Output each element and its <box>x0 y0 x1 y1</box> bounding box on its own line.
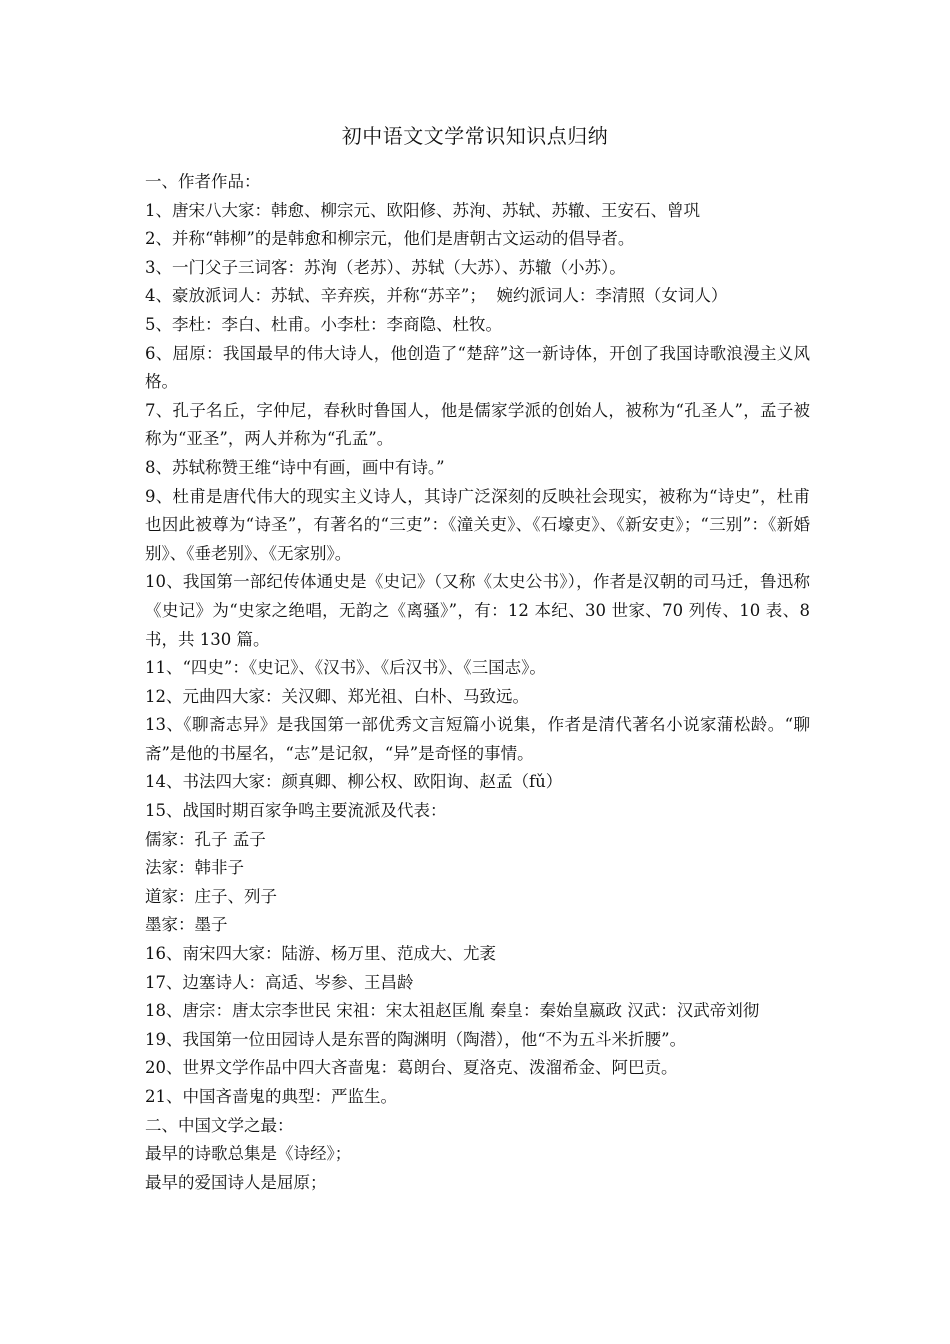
list-item: 3、一门父子三词客：苏洵（老苏）、苏轼（大苏）、苏辙（小苏）。 <box>145 257 626 277</box>
list-item: 19、我国第一位田园诗人是东晋的陶渊明（陶潜），他“不为五斗米折腰”。 <box>145 1029 687 1049</box>
list-item: 5、李杜：李白、杜甫。小李杜：李商隐、杜牧。 <box>145 314 502 334</box>
list-item: 15、战国时期百家争鸣主要流派及代表： <box>145 801 447 821</box>
list-item: 10、我国第一部纪传体通史是《史记》（又称《太史公书》），作者是汉朝的司马迁，鲁迅称《史记》为“史家之绝唱，无韵之《离骚》”，有：12 本纪、30 世家、70 列传、10 表、8 书，共 130 篇。 <box>145 572 810 649</box>
list-item: 16、南宋四大家：陆游、杨万里、范成大、尤袤 <box>145 944 496 964</box>
list-item: 11、“四史”：《史记》、《汉书》、《后汉书》、《三国志》。 <box>145 658 546 678</box>
list-item: 最早的爱国诗人是屈原； <box>145 1172 327 1192</box>
list-item: 14、书法四大家：颜真卿、柳公权、欧阳询、赵孟（fǔ） <box>145 772 563 792</box>
list-item: 21、中国吝啬鬼的典型：严监生。 <box>145 1087 397 1106</box>
list-item: 4、豪放派词人：苏轼、辛弃疾，并称“苏辛”； 婉约派词人：李清照（女词人） <box>145 286 728 306</box>
list-item: 6、屈原：我国最早的伟大诗人，他创造了“楚辞”这一新诗体，开创了我国诗歌浪漫主义风格。 <box>145 343 810 392</box>
list-item: 2、并称“韩柳”的是韩愈和柳宗元，他们是唐朝古文运动的倡导者。 <box>145 229 635 249</box>
school-item: 儒家：孔子 孟子 <box>145 829 266 849</box>
list-item: 8、苏轼称赞王维“诗中有画，画中有诗。” <box>145 457 445 477</box>
list-item: 13、《聊斋志异》是我国第一部优秀文言短篇小说集，作者是清代著名小说家蒲松龄。“聊斋”是他的书屋名，“志”是记叙，“异”是奇怪的事情。 <box>145 715 810 763</box>
list-item: 9、杜甫是唐代伟大的现实主义诗人，其诗广泛深刻的反映社会现实，被称为“诗史”，杜甫也因此被尊为“诗圣”，有著名的“三吏”：《潼关吏》、《石壕吏》、《新安吏》；“三别”：《新婚别》、《垂老别》、《无家别》。 <box>145 486 810 563</box>
school-item: 道家：庄子、列子 <box>145 886 277 906</box>
list-item: 12、元曲四大家：关汉卿、郑光祖、白朴、马致远。 <box>145 686 529 706</box>
school-item: 法家：韩非子 <box>145 858 244 878</box>
section-heading-records: 二、中国文学之最： <box>145 1115 294 1135</box>
section-heading-authors: 一、作者作品： <box>145 172 261 191</box>
list-item: 7、孔子名丘，字仲尼，春秋时鲁国人，他是儒家学派的创始人，被称为“孔圣人”，孟子被称为“亚圣”，两人并称为“孔孟”。 <box>145 400 810 449</box>
list-item: 17、边塞诗人：高适、岑参、王昌龄 <box>145 972 414 992</box>
document-body <box>145 168 810 1197</box>
school-item: 墨家：墨子 <box>145 915 228 935</box>
list-item: 1、唐宋八大家：韩愈、柳宗元、欧阳修、苏洵、苏轼、苏辙、王安石、曾巩 <box>145 200 700 220</box>
page-title: 初中语文文学常识知识点归纳 <box>341 124 609 148</box>
list-item: 最早的诗歌总集是《诗经》； <box>145 1144 352 1164</box>
list-item: 20、世界文学作品中四大吝啬鬼：葛朗台、夏洛克、泼溜希金、阿巴贡。 <box>145 1058 678 1078</box>
list-item: 18、唐宗：唐太宗李世民 宋祖：宋太祖赵匡胤 秦皇：秦始皇嬴政 汉武：汉武帝刘彻 <box>145 1001 760 1021</box>
